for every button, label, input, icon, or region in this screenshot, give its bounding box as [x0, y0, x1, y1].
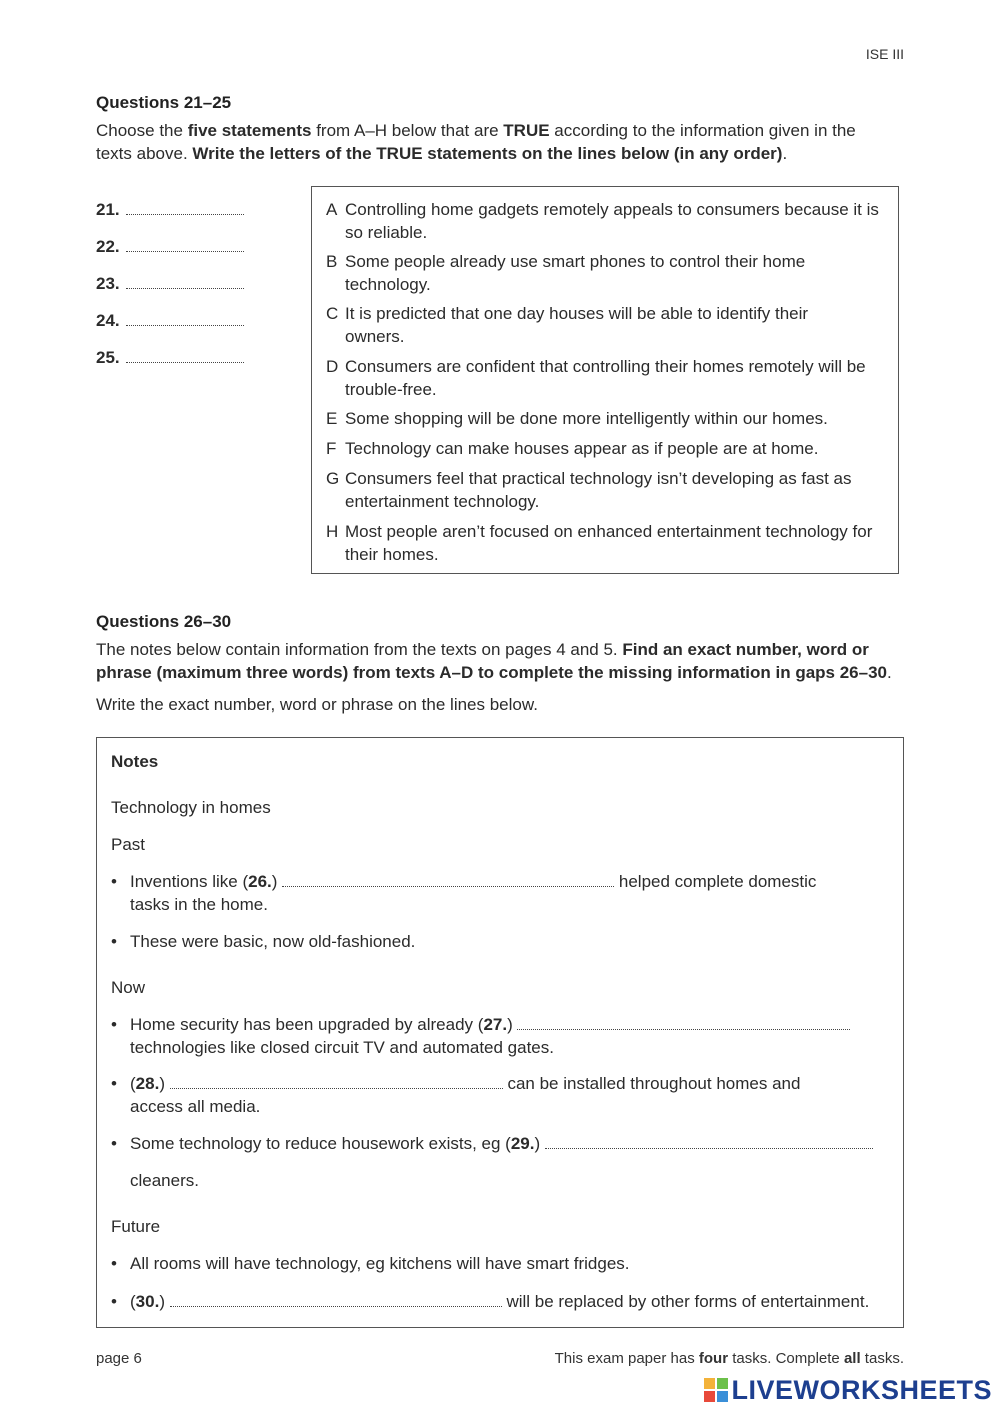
notes-past-bullet-2: • These were basic, now old-fashioned. [111, 932, 416, 951]
statement-a: A Controlling home gadgets remotely appeals to consumers because it is so reliable. [326, 200, 879, 242]
statement-b: B Some people already use smart phones to control their home technology. [326, 252, 806, 294]
notes-now-bullet-3-continuation: cleaners. [130, 1171, 199, 1190]
questions-26-30-title: Questions 26–30 [96, 612, 232, 631]
gap-26[interactable] [282, 885, 614, 887]
answer-line-21[interactable]: 21. [96, 200, 244, 220]
notes-title: Notes [111, 752, 159, 771]
statement-c: C It is predicted that one day houses will be able to identify their owners. [326, 304, 809, 346]
answer-line-24[interactable]: 24. [96, 311, 244, 331]
footer-instruction: This exam paper has four tasks. Complete all tasks. [554, 1350, 904, 1367]
notes-subtitle: Technology in homes [111, 798, 271, 817]
gap-27[interactable] [517, 1028, 850, 1030]
gap-30[interactable] [170, 1305, 502, 1307]
notes-future-bullet-1: • All rooms will have technology, eg kitchens will have smart fridges. [111, 1254, 630, 1273]
gap-28[interactable] [170, 1087, 503, 1089]
exam-header: ISE III [865, 46, 904, 62]
notes-future-bullet-2: • (30.) will be replaced by other forms of entertainment. [111, 1292, 870, 1311]
notes-past-label: Past [111, 835, 146, 854]
questions-21-25-title: Questions 21–25 [96, 93, 232, 112]
statement-f: F Technology can make houses appear as if people are at home. [326, 439, 819, 458]
liveworksheets-logo-icon [704, 1378, 728, 1402]
notes-future-label: Future [111, 1217, 161, 1236]
statement-e: E Some shopping will be done more intelligently within our homes. [326, 409, 828, 428]
questions-21-25-intro: Choose the five statements from A–H below that are TRUE according to the information given in the texts above. Write the letters of the TRUE statements on the lines below (in any order). [96, 121, 856, 163]
notes-past-bullet-1: • Inventions like (26.) helped complete domestic tasks in the home. [111, 872, 817, 914]
gap-29[interactable] [545, 1147, 873, 1149]
liveworksheets-logo: LIVEWORKSHEETS [704, 1375, 992, 1406]
notes-now-bullet-1: • Home security has been upgraded by already (27.) technologies like closed circuit TV and automated gates. [111, 1013, 891, 1059]
answer-line-25[interactable]: 25. [96, 348, 244, 368]
questions-26-30-intro: The notes below contain information from the texts on pages 4 and 5. Find an exact number, word or phrase (maximum three words) from texts A–D to complete the missing information in gaps 26–30. [96, 640, 892, 682]
notes-now-bullet-2: • (28.) can be installed throughout homes and access all media. [111, 1074, 801, 1116]
notes-now-bullet-3: • Some technology to reduce housework exists, eg (29.) [111, 1132, 891, 1155]
questions-26-30-instruction: Write the exact number, word or phrase on the lines below. [96, 695, 538, 714]
answer-line-23[interactable]: 23. [96, 274, 244, 294]
statement-g: G Consumers feel that practical technology isn’t developing as fast as entertainment technology. [326, 469, 852, 511]
notes-now-label: Now [111, 978, 146, 997]
answer-line-22[interactable]: 22. [96, 237, 244, 257]
statement-d: D Consumers are confident that controlling their homes remotely will be trouble-free. [326, 357, 866, 399]
statement-h: H Most people aren’t focused on enhanced entertainment technology for their homes. [326, 522, 873, 564]
page-number: page 6 [96, 1350, 142, 1367]
